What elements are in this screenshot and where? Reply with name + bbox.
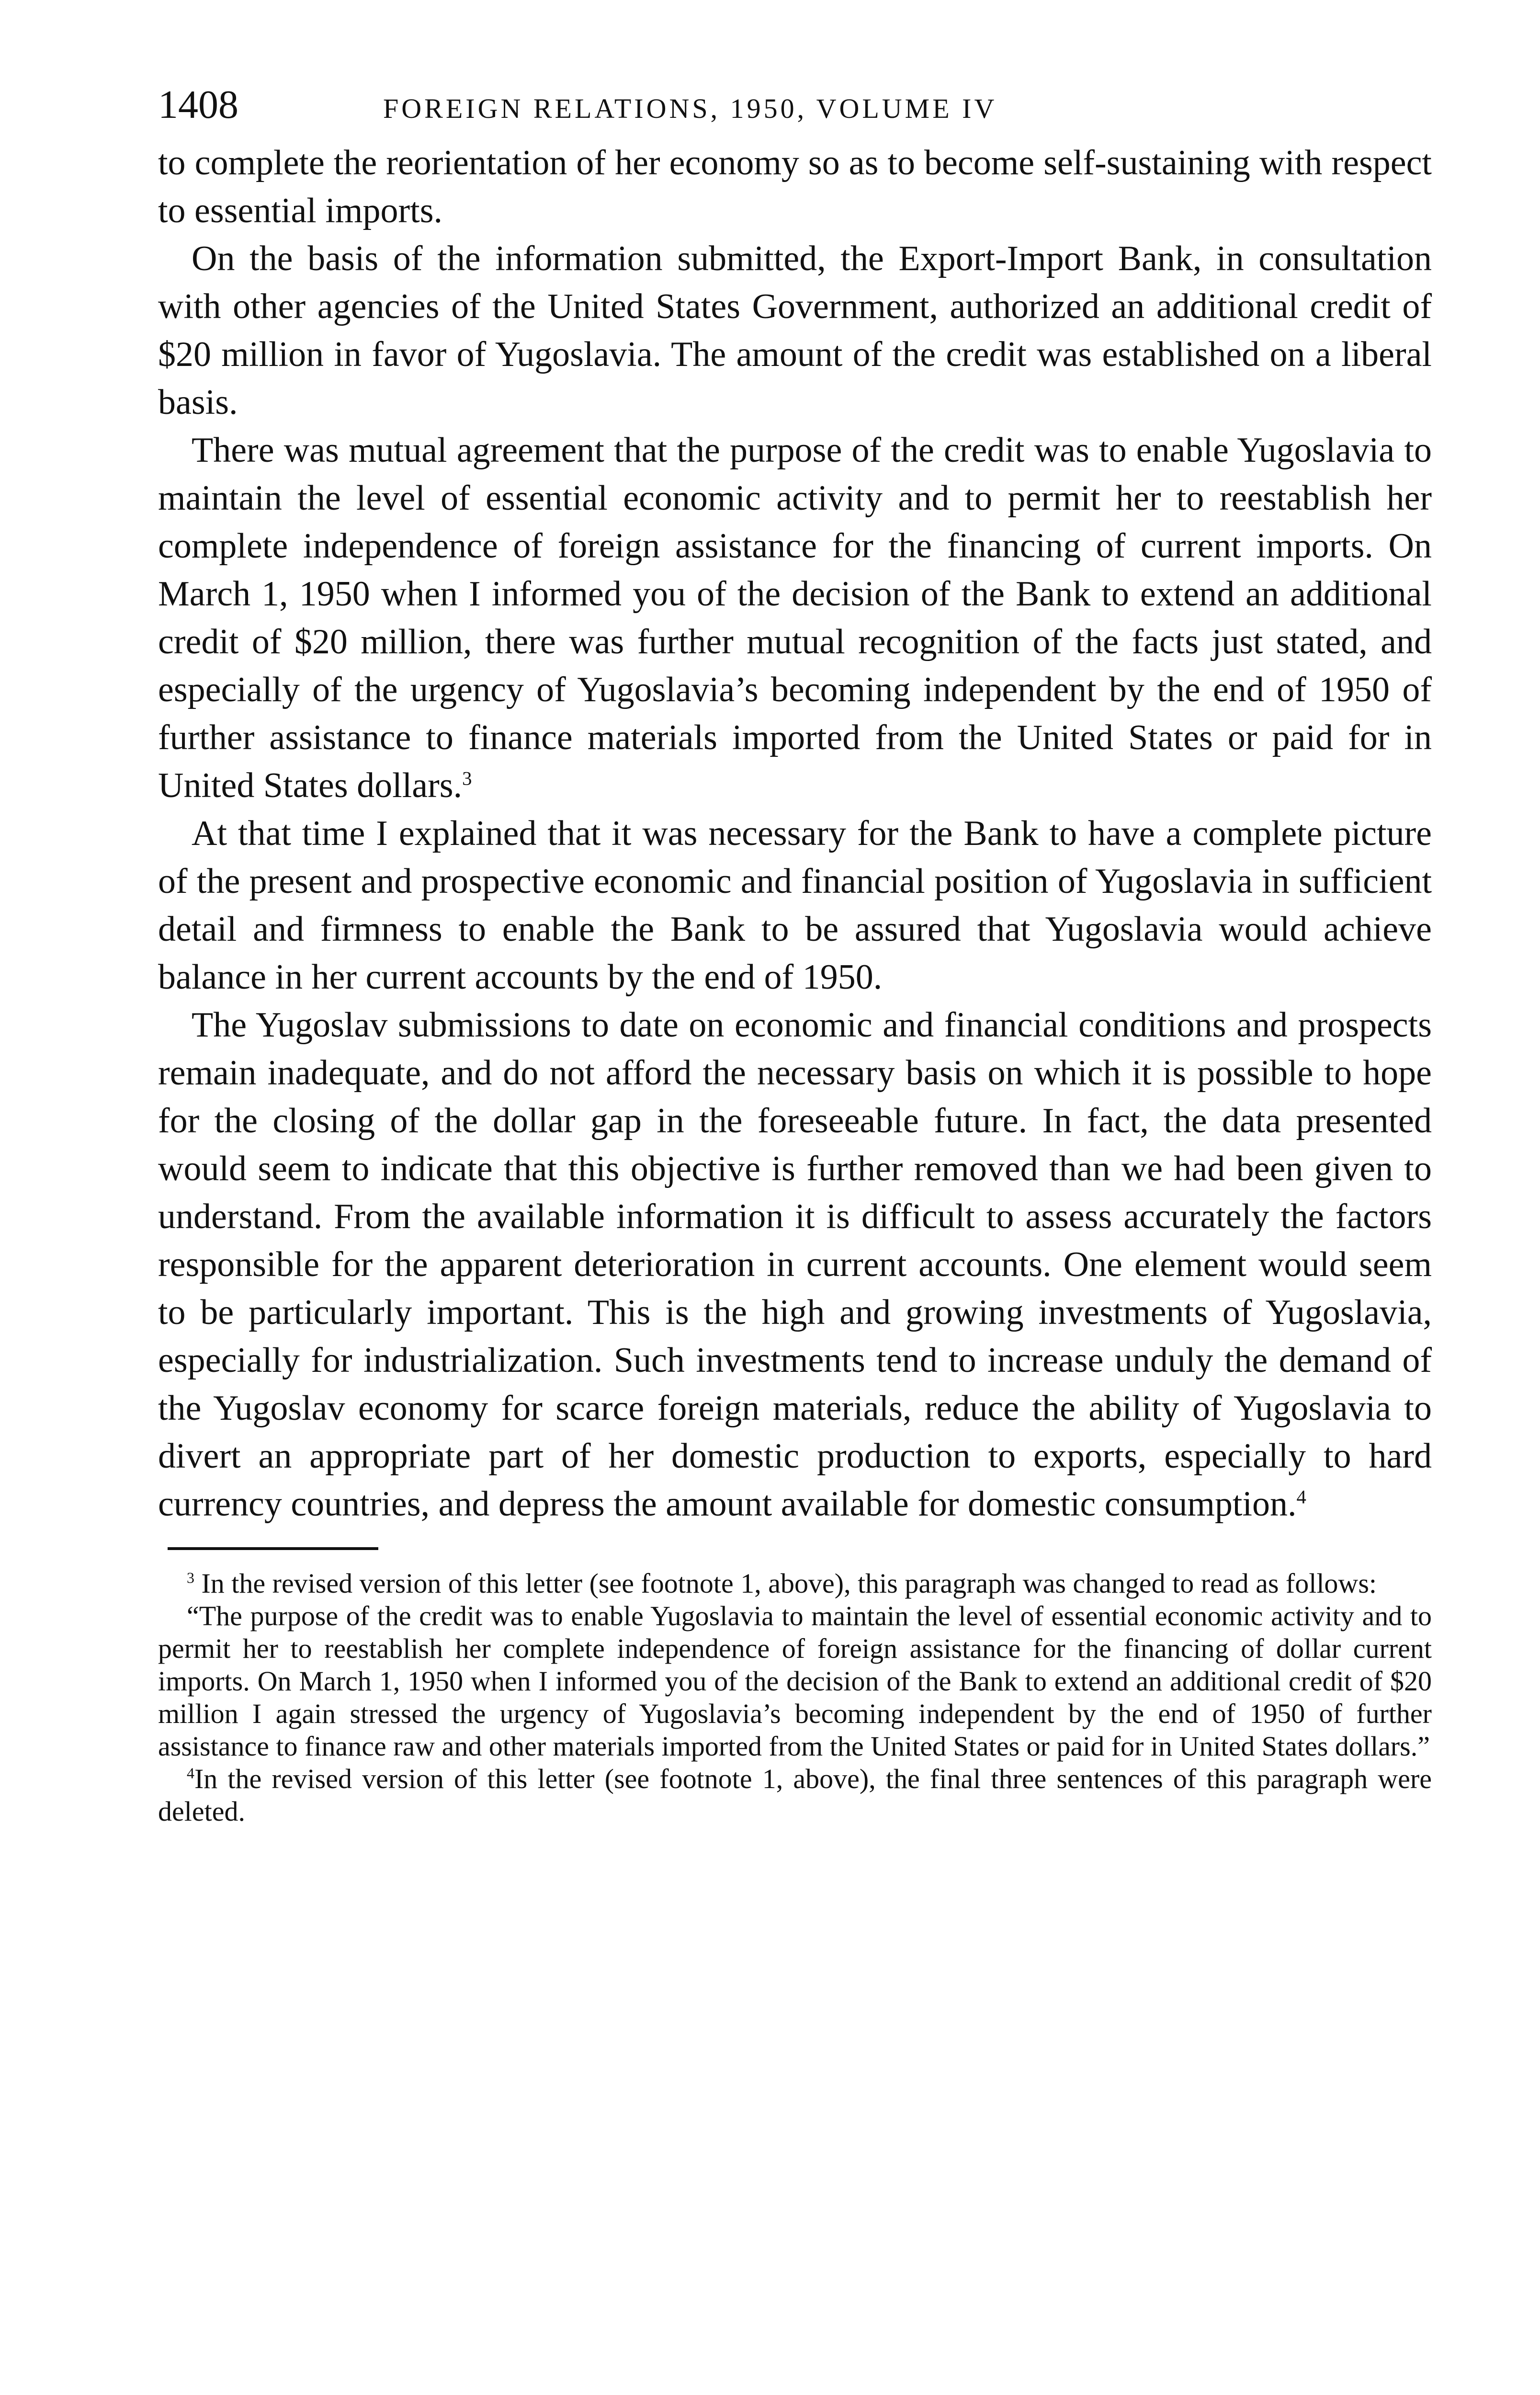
paragraph-2: On the basis of the information submitted, the Export-Import Bank, in consultation with other agencies of the United States Government, authorized an additional credit of $20 million in favor of Yugoslavia. The amount of the credit was established on a liberal basis. [158,239,1432,422]
footnote-4-mark: 4 [187,1765,194,1782]
footnote-divider [168,1547,378,1550]
document-page [158,81,1432,1828]
page-header [158,81,1432,139]
footnote-3-quote: “The purpose of the credit was to enable Yugoslavia to maintain the level of essential economic activity and to permit her to reestablish her complete independence of foreign assistance for the financing of dollar current imports. On March 1, 1950 when I informed you of the decision of the Bank to extend an additional credit of $20 million I again stressed the urgency of Yugoslavia’s becoming independent by the end of 1950 of further assistance to finance raw and other materials imported from the United States or paid for in United States dollars.” [158,1600,1432,1762]
paragraph-4: At that time I explained that it was necessary for the Bank to have a complete picture of the present and prospective economic and financial position of Yugoslavia in sufficient detail and firmness to enable the Bank to be assured that Yugoslavia would achieve balance in her current accounts by the end of 1950. [158,814,1432,997]
footnote-ref-4: 4 [1296,1486,1306,1508]
footnote-ref-3: 3 [462,767,472,789]
paragraph-1: to complete the reorientation of her economy so as to become self-sustaining with respect to essential imports. [158,143,1432,230]
footnotes [158,1567,1432,1828]
footnote-3-mark: 3 [187,1569,194,1586]
footnote-4: $^4$In the revised version of this letter (see footnote 1, above), the final three sentences of this paragraph were deleted. [158,1763,1432,1827]
running-head: FOREIGN RELATIONS, 1950, VOLUME IV [383,93,997,124]
footnote-3: $^3$ In the revised version of this letter (see footnote 1, above), this paragraph was changed to read as follows: [187,1568,1377,1599]
page-number: 1408 [158,82,238,127]
body-text [158,139,1432,1528]
paragraph-5: The Yugoslav submissions to date on economic and financial conditions and prospects remain inadequate, and do not afford the necessary basis on which it is possible to hope for the closing of the dollar gap in the foreseeable future. In fact, the data presented would seem to indicate that this objective is further removed than we had been given to understand. From the available information it is difficult to assess accurately the factors responsible for the apparent deterioration in current accounts. One element would seem to be particularly important. This is the high and growing investments of Yugoslavia, especially for industrialization. Such investments tend to increase unduly the demand of the Yugoslav economy for scarce foreign materials, reduce the ability of Yugoslavia to divert an appropriate part of her domestic production to exports, especially to hard currency countries, and depress the amount available for domestic consumption.$^4$ [158,1005,1432,1524]
paragraph-3: There was mutual agreement that the purpose of the credit was to enable Yugoslavia to maintain the level of essential economic activity and to permit her to reestablish her complete independence of foreign assistance for the financing of current imports. On March 1, 1950 when I informed you of the decision of the Bank to extend an additional credit of $20 million, there was further mutual recognition of the facts just stated, and especially of the urgency of Yugoslavia’s becoming independent by the end of 1950 of further assistance to finance materials imported from the United States or paid for in United States dollars.$^3$ [158,431,1432,805]
